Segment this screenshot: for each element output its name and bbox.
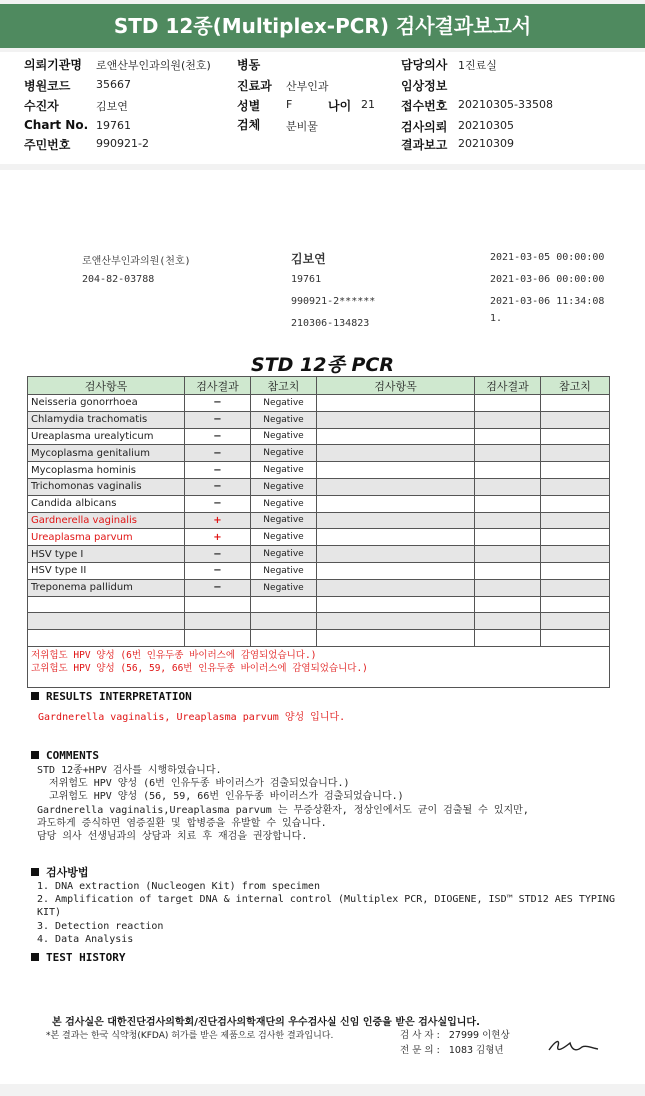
technician: 검 사 자 : 27999 이현상: [400, 1030, 510, 1041]
reference-value: [541, 428, 610, 445]
test-result: [185, 630, 251, 647]
table-row: [28, 395, 610, 412]
test-result: −: [185, 445, 251, 462]
test-result: −: [185, 428, 251, 445]
code-label: 병원코드: [24, 79, 71, 93]
test-result: [475, 546, 541, 563]
reference-value: [541, 546, 610, 563]
specimen-value: 분비물: [286, 120, 318, 133]
column-header: 참고치: [541, 377, 610, 395]
test-name: HSV type II: [28, 562, 185, 579]
table-row: [28, 613, 610, 630]
table-row: [28, 562, 610, 579]
header-biz-no: 204-82-03788: [82, 274, 155, 285]
test-result: [475, 512, 541, 529]
table-row: [28, 462, 610, 479]
test-result: [475, 579, 541, 596]
reference-value: Negative: [251, 478, 317, 495]
test-name: [317, 613, 475, 630]
table-row: [28, 478, 610, 495]
table-row: [28, 445, 610, 462]
method-line: 4. Data Analysis: [37, 933, 134, 945]
test-result: [475, 613, 541, 630]
test-name: Ureaplasma parvum: [28, 529, 185, 546]
test-result: [475, 428, 541, 445]
header-date-3: 2021-03-06 11:34:08: [490, 296, 605, 307]
reference-value: Negative: [251, 512, 317, 529]
test-result: −: [185, 411, 251, 428]
patient-info-panel: [0, 52, 645, 164]
comments-line: 고위험도 HPV 양성 (56, 59, 66번 인유두종 바이러스가 검출되었습니다.): [37, 791, 404, 803]
table-row: [28, 596, 610, 613]
test-result: [475, 529, 541, 546]
comments-heading: COMMENTS: [31, 749, 99, 762]
test-name: [317, 562, 475, 579]
hpv-low-risk-note: 저위험도 HPV 양성 (6번 인유두종 바이러스에 감염되었습니다.): [31, 649, 317, 661]
test-name: HSV type I: [28, 546, 185, 563]
reference-value: [541, 630, 610, 647]
reference-value: Negative: [251, 395, 317, 412]
age-value: 21: [361, 98, 375, 111]
test-name: Ureaplasma urealyticum: [28, 428, 185, 445]
header-chart: 19761: [291, 274, 322, 285]
dept-label: 진료과: [237, 79, 272, 93]
test-result: [185, 596, 251, 613]
test-result: [475, 495, 541, 512]
reference-value: [251, 630, 317, 647]
accreditation-note: 본 검사실은 대한진단검사의학회/진단검사의학재단의 우수검사실 신임 인증을 받은 검사실입니다.: [52, 1017, 480, 1028]
patient-value: 김보연: [96, 100, 128, 113]
header-date-3-suffix: 1.: [490, 313, 503, 324]
reference-value: Negative: [251, 445, 317, 462]
test-name: [28, 596, 185, 613]
table-row: [28, 428, 610, 445]
square-bullet-icon: [31, 868, 39, 876]
clinical-label: 임상정보: [401, 79, 448, 93]
hospital-value: 로앤산부인과의원(천호): [96, 59, 211, 72]
test-result: −: [185, 478, 251, 495]
test-result: −: [185, 579, 251, 596]
test-name: [317, 512, 475, 529]
specialist: 전 문 의 : 1083 김형년: [400, 1045, 504, 1056]
column-header: 검사결과: [185, 377, 251, 395]
test-name: Neisseria gonorrhoea: [28, 395, 185, 412]
report-paper: [0, 170, 645, 1084]
test-result: −: [185, 546, 251, 563]
id-value: 990921-2: [96, 137, 149, 150]
request-value: 20210305: [458, 119, 514, 132]
reference-value: [541, 462, 610, 479]
reference-value: Negative: [251, 411, 317, 428]
reference-value: [541, 445, 610, 462]
reference-value: Negative: [251, 529, 317, 546]
reference-value: Negative: [251, 562, 317, 579]
reference-value: [541, 579, 610, 596]
id-label: 주민번호: [24, 138, 71, 152]
header-date-1: 2021-03-05 00:00:00: [490, 252, 605, 263]
sex-value: F: [286, 98, 293, 111]
report-date-label: 결과보고: [401, 138, 448, 152]
method-text: [37, 880, 615, 946]
table-row: [28, 411, 610, 428]
reference-value: Negative: [251, 495, 317, 512]
hpv-high-risk-note: 고위험도 HPV 양성 (56, 59, 66번 인유두종 바이러스에 감염되었습니다.): [31, 662, 368, 674]
test-name: [317, 478, 475, 495]
test-name: [317, 596, 475, 613]
signature-icon: [546, 1036, 602, 1056]
doctor-label: 담당의사: [401, 58, 448, 72]
test-name: Treponema pallidum: [28, 579, 185, 596]
comments-line: STD 12종+HPV 검사를 시행하였습니다.: [37, 765, 222, 776]
table-row: [28, 630, 610, 647]
test-name: Mycoplasma genitalium: [28, 445, 185, 462]
test-result: [475, 596, 541, 613]
table-body: [28, 395, 610, 688]
test-name: Chlamydia trachomatis: [28, 411, 185, 428]
kfda-note: *본 결과는 한국 식약청(KFDA) 허가를 받은 제품으로 검사한 결과입니다.: [46, 1031, 334, 1041]
square-bullet-icon: [31, 751, 39, 759]
header-clinic: 로앤산부인과의원(천호): [82, 256, 191, 267]
reference-value: [541, 395, 610, 412]
test-name: [317, 495, 475, 512]
reference-value: [541, 512, 610, 529]
hpv-note: [28, 646, 610, 687]
hospital-label: 의뢰기관명: [24, 58, 82, 72]
reference-value: [541, 562, 610, 579]
comments-line: 저위험도 HPV 양성 (6번 인유두종 바이러스가 검출되었습니다.): [37, 778, 350, 790]
reception-value: 20210305-33508: [458, 98, 553, 111]
request-label: 검사의뢰: [401, 120, 448, 134]
reference-value: Negative: [251, 428, 317, 445]
column-header: 검사항목: [317, 377, 475, 395]
reference-value: [541, 529, 610, 546]
test-result: −: [185, 562, 251, 579]
test-name: [28, 630, 185, 647]
test-name: Trichomonas vaginalis: [28, 478, 185, 495]
dept-value: 산부인과: [286, 80, 329, 93]
code-value: 35667: [96, 78, 131, 91]
test-name: [317, 579, 475, 596]
age-label: 나이: [328, 99, 352, 113]
history-heading: TEST HISTORY: [31, 951, 125, 964]
table-row: [28, 512, 610, 529]
reference-value: [541, 478, 610, 495]
test-name: [317, 546, 475, 563]
ward-label: 병동: [237, 58, 261, 72]
test-result: +: [185, 512, 251, 529]
reference-value: [541, 596, 610, 613]
test-name: Gardnerella vaginalis: [28, 512, 185, 529]
comments-line: 담당 의사 선생님과의 상담과 치료 후 재검을 권장합니다.: [37, 831, 308, 843]
test-result: [475, 445, 541, 462]
comments-line: 과도하게 증식하면 염증질환 및 합병증을 유발할 수 있습니다.: [37, 817, 327, 829]
test-result: +: [185, 529, 251, 546]
reception-label: 접수번호: [401, 99, 448, 113]
table-row: [28, 546, 610, 563]
square-bullet-icon: [31, 692, 39, 700]
method-heading: 검사방법: [31, 864, 89, 880]
test-name: [317, 529, 475, 546]
column-header: 검사결과: [475, 377, 541, 395]
reference-value: [251, 613, 317, 630]
reference-value: [251, 596, 317, 613]
test-name: Candida albicans: [28, 495, 185, 512]
reference-value: [541, 411, 610, 428]
reference-value: Negative: [251, 462, 317, 479]
comments-text: [37, 764, 529, 843]
comments-line: Gardnerella vaginalis,Ureaplasma parvum 는 무증상환자, 정상인에서도 균이 검출될 수 있지만,: [37, 804, 529, 816]
test-result: [475, 462, 541, 479]
reference-value: [541, 613, 610, 630]
chart-value: 19761: [96, 119, 131, 132]
specimen-label: 검체: [237, 118, 261, 132]
test-result: −: [185, 495, 251, 512]
header-patient: 김보연: [291, 252, 326, 266]
header-date-2: 2021-03-06 00:00:00: [490, 274, 605, 285]
patient-label: 수진자: [24, 99, 59, 113]
test-result: [475, 478, 541, 495]
test-result: [475, 562, 541, 579]
results-text: Gardnerella vaginalis, Ureaplasma parvum 양성 입니다.: [38, 712, 346, 723]
method-line: 2. Amplification of target DNA & internal control (Multiplex PCR, DIOGENE, ISD™ STD12 AES TYPING: [37, 894, 615, 906]
table-row: [28, 529, 610, 546]
header-id: 990921-2******: [291, 296, 376, 307]
test-result: −: [185, 395, 251, 412]
test-name: [317, 428, 475, 445]
test-name: [317, 411, 475, 428]
test-result: [475, 411, 541, 428]
report-title: STD 12종(Multiplex-PCR) 검사결과보고서: [113, 14, 532, 38]
test-result: [185, 613, 251, 630]
column-header: 참고치: [251, 377, 317, 395]
sex-label: 성별: [237, 99, 261, 113]
test-name: [317, 395, 475, 412]
pcr-title: STD 12종 PCR: [251, 354, 394, 376]
test-result: −: [185, 462, 251, 479]
reference-value: Negative: [251, 546, 317, 563]
test-name: Mycoplasma hominis: [28, 462, 185, 479]
hpv-note-row: [28, 646, 610, 687]
results-table: [27, 376, 610, 688]
report-title-bar: [0, 4, 645, 48]
reference-value: [541, 495, 610, 512]
test-name: [28, 613, 185, 630]
method-line: 1. DNA extraction (Nucleogen Kit) from specimen: [37, 881, 320, 892]
method-line: KIT): [37, 907, 62, 919]
results-heading: RESULTS INTERPRETATION: [31, 690, 192, 703]
method-line: 3. Detection reaction: [37, 920, 164, 932]
test-name: [317, 445, 475, 462]
chart-label: Chart No.: [24, 118, 89, 132]
column-header: 검사항목: [28, 377, 185, 395]
square-bullet-icon: [31, 953, 39, 961]
table-header-row: [28, 377, 610, 395]
test-result: [475, 395, 541, 412]
report-date-value: 20210309: [458, 137, 514, 150]
reference-value: Negative: [251, 579, 317, 596]
test-name: [317, 462, 475, 479]
doctor-value: 1진료실: [458, 59, 497, 72]
test-name: [317, 630, 475, 647]
test-result: [475, 630, 541, 647]
table-row: [28, 579, 610, 596]
header-sample-no: 210306-134823: [291, 318, 370, 329]
table-row: [28, 495, 610, 512]
